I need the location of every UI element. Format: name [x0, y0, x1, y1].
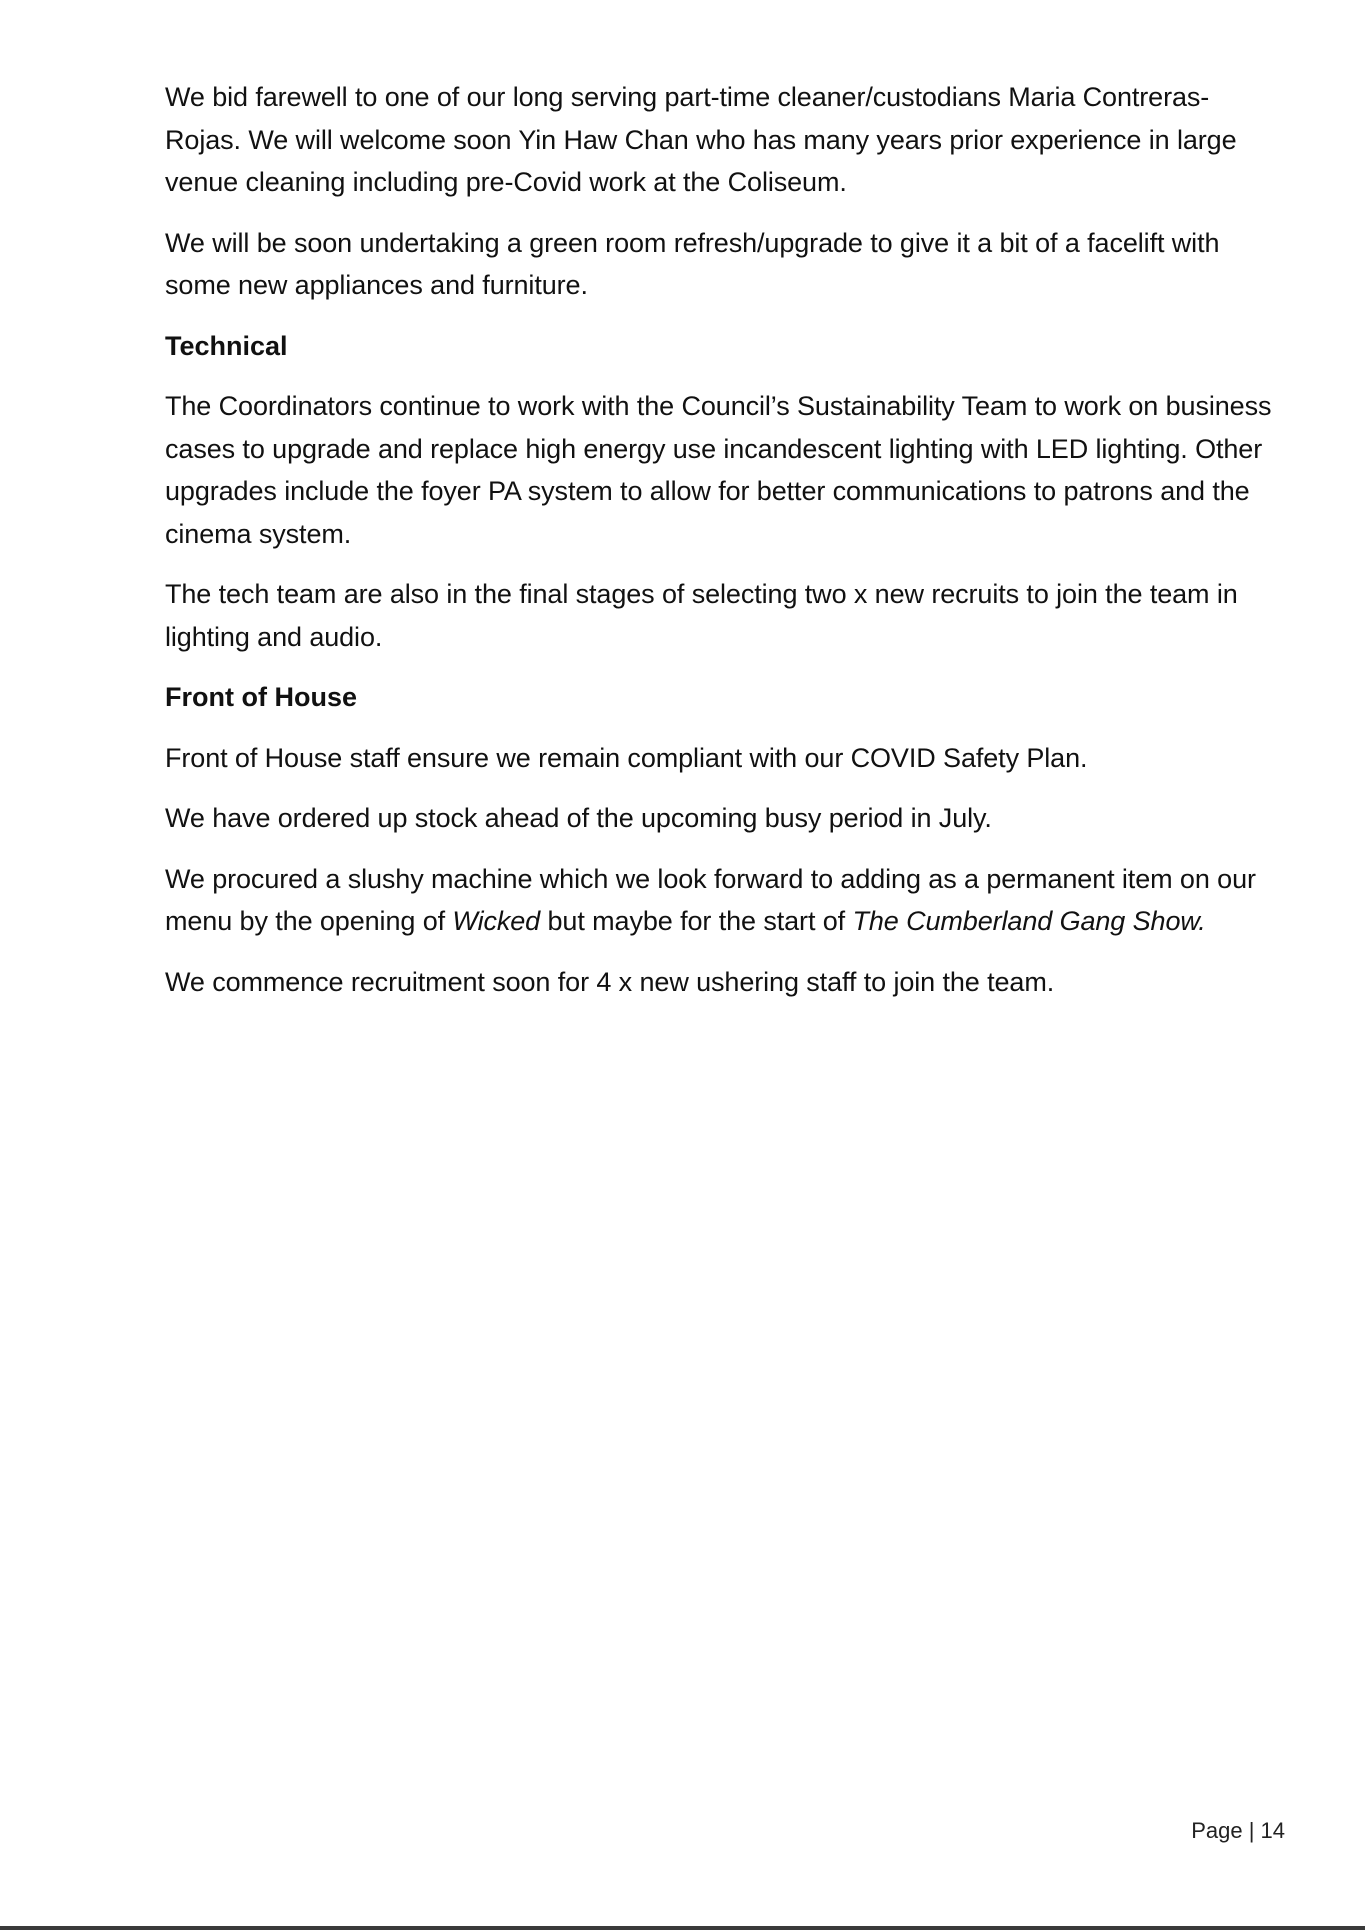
paragraph-stock: We have ordered up stock ahead of the upcoming busy period in July.	[165, 803, 992, 833]
paragraph-ushering-recruitment: We commence recruitment soon for 4 x new ushering staff to join the team.	[165, 966, 1055, 997]
page-number: Page | 14	[1191, 1818, 1285, 1843]
page-content	[165, 76, 1285, 1021]
show-title-gang-show: The Cumberland Gang Show.	[852, 906, 1206, 936]
paragraph-technical-lighting: The Coordinators continue to work with the Council’s Sustainability Team to work on business cases to upgrade and replace high energy use incandescent lighting with LED lighting. Other upgrades include the foyer PA system to allow for better communications to patrons and the cinema system.	[165, 391, 1272, 549]
heading-technical: Technical	[165, 330, 288, 361]
page-bottom-divider	[0, 1926, 1365, 1930]
paragraph-staff-farewell: We bid farewell to one of our long serving part-time cleaner/custodians Maria Contreras-Rojas. We will welcome soon Yin Haw Chan who has many years prior experience in large venue cleaning including pre-Covid work at the Coliseum.	[165, 82, 1237, 197]
slushy-text-1: We procured a slushy machine which we look forward to adding as a permanent item on our menu by the opening of	[165, 863, 1256, 936]
slushy-text-2: but maybe for the start of	[540, 906, 853, 936]
show-title-wicked: Wicked	[452, 906, 541, 936]
paragraph-slushy-machine	[165, 858, 1285, 943]
paragraph-green-room: We will be soon undertaking a green room refresh/upgrade to give it a bit of a facelift with some new appliances and furniture.	[165, 227, 1220, 300]
paragraph-technical-recruits: The tech team are also in the final stages of selecting two x new recruits to join the team in lighting and audio.	[165, 579, 1238, 652]
paragraph-covid-safety: Front of House staff ensure we remain compliant with our COVID Safety Plan.	[165, 742, 1088, 773]
heading-front-of-house: Front of House	[165, 682, 357, 712]
